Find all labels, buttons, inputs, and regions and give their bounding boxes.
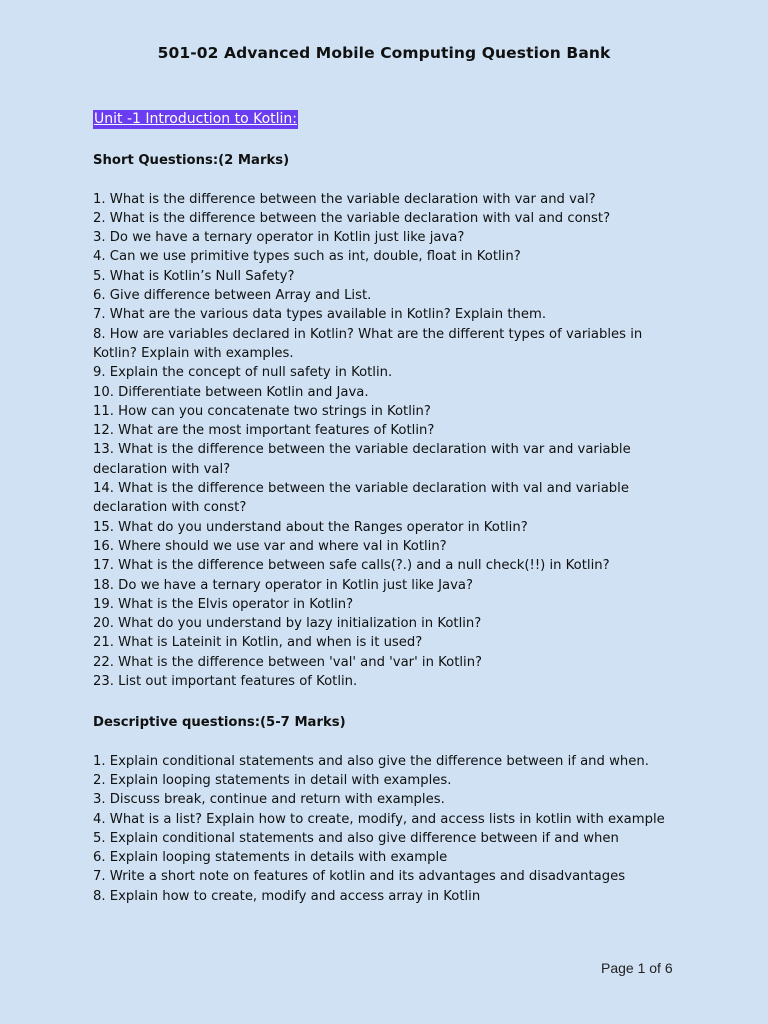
short-question: 11. How can you concatenate two strings in Kotlin? xyxy=(93,403,431,419)
short-question: 20. What do you understand by lazy initialization in Kotlin? xyxy=(93,616,482,632)
descriptive-question: 5. Explain conditional statements and also give difference between if and when xyxy=(93,830,619,846)
short-question: 8. How are variables declared in Kotlin? What are the different types of variables in Kotlin? Explain with examples. xyxy=(93,326,643,361)
page-number: Page 1 of 6 xyxy=(601,960,673,976)
document-content xyxy=(93,110,678,906)
short-question: 22. What is the difference between 'val' and 'var' in Kotlin? xyxy=(93,654,483,670)
short-questions-list xyxy=(93,190,678,692)
unit-heading: Unit -1 Introduction to Kotlin: xyxy=(94,111,297,127)
descriptive-question: 8. Explain how to create, modify and access array in Kotlin xyxy=(93,888,481,904)
short-question: 10. Differentiate between Kotlin and Java. xyxy=(93,384,369,400)
short-question: 9. Explain the concept of null safety in Kotlin. xyxy=(93,365,393,381)
short-question: 12. What are the most important features of Kotlin? xyxy=(93,423,435,439)
short-question: 19. What is the Elvis operator in Kotlin? xyxy=(93,596,354,612)
short-question: 6. Give difference between Array and List. xyxy=(93,288,372,304)
short-question: 13. What is the difference between the variable declaration with var and variable declaration with val? xyxy=(93,442,631,477)
short-question: 3. Do we have a ternary operator in Kotlin just like java? xyxy=(93,230,465,246)
descriptive-question: 1. Explain conditional statements and also give the difference between if and when. xyxy=(93,753,649,769)
descriptive-questions-list xyxy=(93,752,678,906)
short-question: 18. Do we have a ternary operator in Kotlin just like Java? xyxy=(93,577,473,593)
short-question: 14. What is the difference between the variable declaration with val and variable declaration with const? xyxy=(93,481,629,516)
short-question: 1. What is the difference between the variable declaration with var and val? xyxy=(93,191,596,207)
descriptive-question: 4. What is a list? Explain how to create, modify, and access lists in kotlin with example xyxy=(93,811,665,827)
document-title: 501-02 Advanced Mobile Computing Question Bank xyxy=(157,44,611,62)
short-question: 2. What is the difference between the variable declaration with val and const? xyxy=(93,210,611,226)
short-questions-heading: Short Questions:(2 Marks) xyxy=(93,153,290,169)
descriptive-question: 3. Discuss break, continue and return with examples. xyxy=(93,792,445,808)
short-question: 21. What is Lateinit in Kotlin, and when is it used? xyxy=(93,635,423,651)
short-question: 7. What are the various data types available in Kotlin? Explain them. xyxy=(93,307,547,323)
short-question: 4. Can we use primitive types such as int, double, float in Kotlin? xyxy=(93,249,521,265)
short-question: 23. List out important features of Kotlin. xyxy=(93,674,358,690)
descriptive-questions-heading: Descriptive questions:(5-7 Marks) xyxy=(93,715,346,731)
short-question: 5. What is Kotlin’s Null Safety? xyxy=(93,268,295,284)
descriptive-question: 7. Write a short note on features of kotlin and its advantages and disadvantages xyxy=(93,869,626,885)
short-question: 15. What do you understand about the Ranges operator in Kotlin? xyxy=(93,519,528,535)
descriptive-question: 6. Explain looping statements in details with example xyxy=(93,850,448,866)
descriptive-question: 2. Explain looping statements in detail with examples. xyxy=(93,772,452,788)
short-question: 17. What is the difference between safe calls(?.) and a null check(!!) in Kotlin? xyxy=(93,558,610,574)
short-question: 16. Where should we use var and where val in Kotlin? xyxy=(93,538,447,554)
